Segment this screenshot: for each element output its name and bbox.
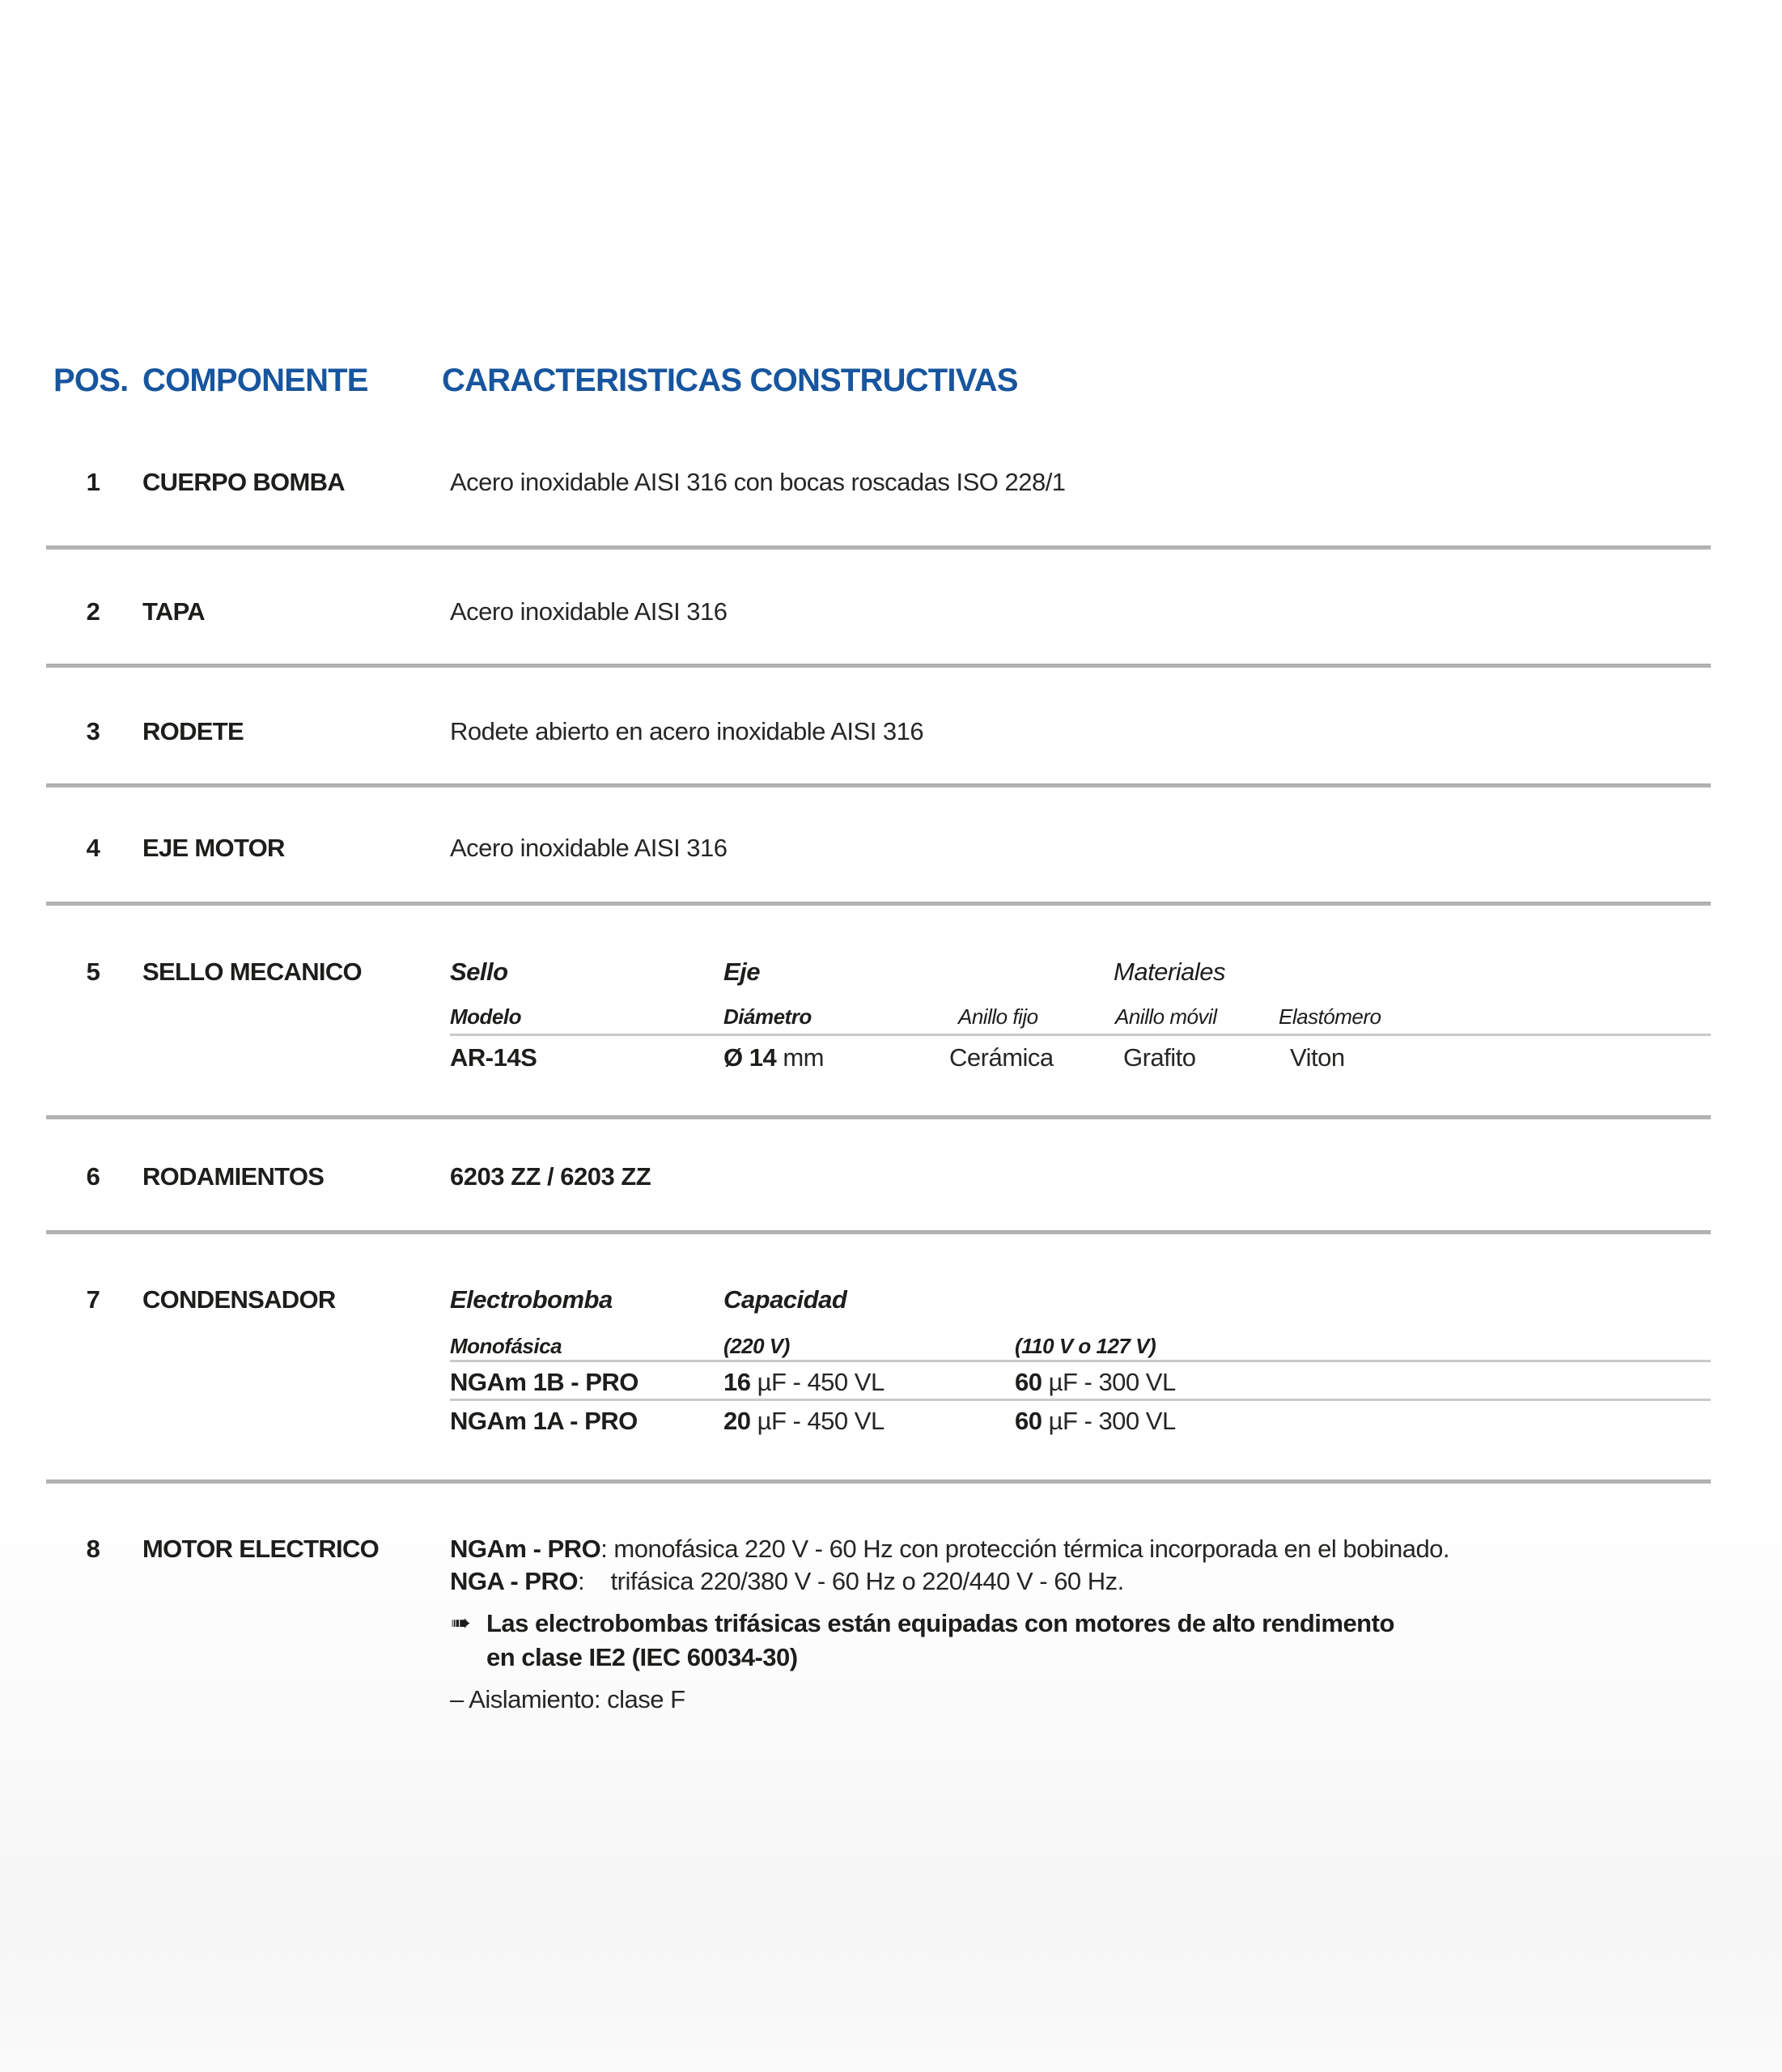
cap-model-value: NGAm 1B - PRO xyxy=(450,1368,639,1396)
cap-220-number: 20 xyxy=(723,1407,751,1435)
row-pos-number: 8 xyxy=(86,1535,100,1563)
row-description: Acero inoxidable AISI 316 con bocas roscadas ISO 228/1 xyxy=(450,468,1066,496)
row-description: Acero inoxidable AISI 316 xyxy=(450,597,728,626)
column-header-caracteristicas: CARACTERISTICAS CONSTRUCTIVAS xyxy=(442,363,1018,398)
motor-insulation-line: – Aislamiento: clase F xyxy=(450,1685,685,1713)
cap-220-number: 16 xyxy=(723,1368,751,1396)
row-pos-number: 3 xyxy=(86,717,100,745)
row-component-label: MOTOR ELECTRICO xyxy=(142,1535,380,1563)
row-description: Acero inoxidable AISI 316 xyxy=(450,834,728,862)
cap-110-unit: µF - 300 VL xyxy=(1042,1407,1176,1435)
cap-col-header-monofasica: Monofásica xyxy=(450,1334,562,1358)
motor-note-line2: en clase IE2 (IEC 60034-30) xyxy=(486,1643,798,1671)
cap-110-number: 60 xyxy=(1015,1368,1042,1396)
row-pos-number: 4 xyxy=(86,834,100,862)
row-component-label: RODETE xyxy=(142,717,244,745)
row-pos-number: 5 xyxy=(86,957,100,986)
seal-group-header-eje: Eje xyxy=(723,957,761,986)
seal-value-elastomero: Viton xyxy=(1290,1043,1345,1072)
motor-spec-line-trifasica xyxy=(450,1567,1124,1596)
row-pos-number: 1 xyxy=(86,468,100,496)
row-divider xyxy=(46,1230,1711,1234)
row-divider xyxy=(46,1115,1711,1119)
seal-col-header-anillo-movil: Anillo móvil xyxy=(1115,1004,1217,1029)
motor-model-label: NGAm - PRO xyxy=(450,1535,601,1563)
cap-col-header-110v: (110 V o 127 V) xyxy=(1015,1334,1156,1358)
cap-col-header-220v: (220 V) xyxy=(723,1334,790,1358)
column-header-componente: COMPONENTE xyxy=(142,363,368,398)
motor-spec-text: : trifásica 220/380 V - 60 Hz o 220/440 V - 60 Hz. xyxy=(577,1567,1124,1595)
row-pos-number: 2 xyxy=(86,597,100,626)
cap-220-unit: µF - 450 VL xyxy=(750,1368,885,1396)
subtable-divider xyxy=(450,1034,1711,1036)
subtable-divider xyxy=(450,1360,1711,1362)
seal-col-header-elastomero: Elastómero xyxy=(1279,1004,1381,1029)
cap-110-value xyxy=(1015,1368,1176,1397)
cap-model xyxy=(450,1368,639,1397)
row-description: 6203 ZZ / 6203 ZZ xyxy=(450,1162,651,1191)
seal-col-header-modelo: Modelo xyxy=(450,1004,521,1029)
row-description: Rodete abierto en acero inoxidable AISI 316 xyxy=(450,717,924,745)
row-component-label: EJE MOTOR xyxy=(142,834,285,862)
cap-220-unit: µF - 450 VL xyxy=(750,1407,885,1435)
seal-col-header-anillo-fijo: Anillo fijo xyxy=(958,1004,1038,1029)
seal-value-anillo-movil: Grafito xyxy=(1123,1043,1196,1072)
motor-note-line1: Las electrobombas trifásicas están equipadas con motores de alto rendimento xyxy=(486,1609,1394,1637)
cap-model-value: NGAm 1A - PRO xyxy=(450,1407,638,1435)
row-component-label: CONDENSADOR xyxy=(142,1285,336,1314)
seal-value-anillo-fijo: Cerámica xyxy=(949,1043,1054,1072)
seal-diameter-value: Ø 14 xyxy=(723,1043,777,1072)
seal-group-header-materiales: Materiales xyxy=(1114,957,1225,986)
subtable-divider xyxy=(450,1399,1711,1401)
cap-220-value xyxy=(723,1368,885,1397)
seal-model-value: AR-14S xyxy=(450,1043,537,1072)
arrow-bullet-icon: ➠ xyxy=(451,1609,472,1637)
seal-diameter-unit: mm xyxy=(776,1043,824,1072)
cap-110-number: 60 xyxy=(1015,1407,1042,1435)
cap-110-value xyxy=(1015,1407,1176,1436)
seal-value-modelo xyxy=(450,1043,537,1072)
row-divider xyxy=(46,1480,1711,1484)
cap-model xyxy=(450,1407,638,1436)
cap-220-value xyxy=(723,1407,885,1436)
row-divider xyxy=(46,546,1711,550)
seal-col-header-diametro: Diámetro xyxy=(723,1004,812,1029)
row-pos-number: 7 xyxy=(86,1285,100,1314)
cap-110-unit: µF - 300 VL xyxy=(1042,1368,1176,1396)
seal-value-diametro xyxy=(723,1043,824,1072)
motor-spec-line-monofasica xyxy=(450,1535,1449,1564)
row-divider xyxy=(46,902,1711,906)
motor-spec-text: : monofásica 220 V - 60 Hz con protección térmica incorporada en el bobinado. xyxy=(600,1535,1450,1563)
row-component-label: RODAMIENTOS xyxy=(142,1162,325,1191)
row-divider xyxy=(46,783,1711,788)
row-component-label: CUERPO BOMBA xyxy=(142,468,345,496)
row-divider xyxy=(46,664,1711,668)
cap-group-header-electrobomba: Electrobomba xyxy=(450,1285,613,1314)
row-pos-number: 6 xyxy=(86,1162,100,1191)
row-component-label: SELLO MECANICO xyxy=(142,957,362,986)
seal-group-header-sello: Sello xyxy=(450,957,508,986)
cap-group-header-capacidad: Capacidad xyxy=(723,1285,847,1314)
motor-model-label: NGA - PRO xyxy=(450,1567,578,1595)
column-header-pos: POS. xyxy=(53,363,129,398)
row-component-label: TAPA xyxy=(142,597,205,626)
